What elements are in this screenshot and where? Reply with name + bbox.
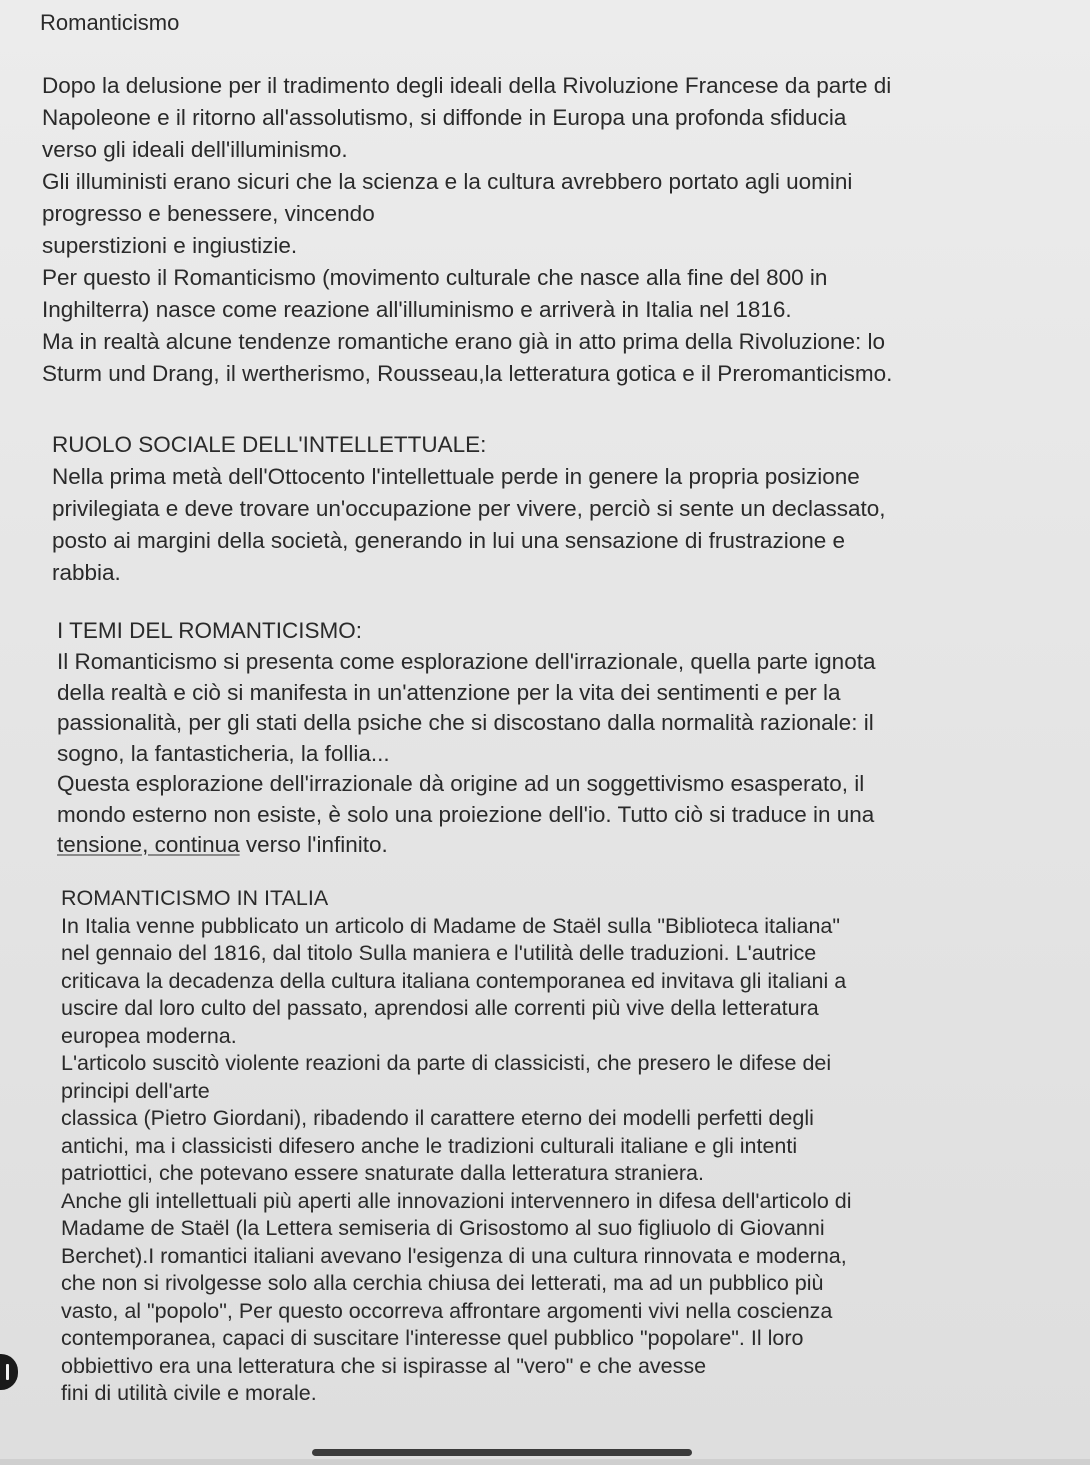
paragraph-line: Napoleone e il ritorno all'assolutismo, si diffonde in Europa una profonda sfiducia xyxy=(42,105,847,130)
paragraph-line: Il Romanticismo si presenta come esplorazione dell'irrazionale, quella parte ignota xyxy=(57,649,876,674)
paragraph-line: privilegiata e deve trovare un'occupazione per vivere, perciò si sente un declassato, xyxy=(52,496,886,521)
temi-section xyxy=(57,615,1017,861)
side-panel-handle[interactable] xyxy=(0,1354,18,1390)
paragraph-line: Nella prima metà dell'Ottocento l'intellettuale perde in genere la propria posizione xyxy=(52,464,860,489)
paragraph-line: In Italia venne pubblicato un articolo di Madame de Staël sulla "Biblioteca italiana" xyxy=(61,913,840,938)
italia-section xyxy=(61,885,1021,1408)
paragraph-line: che non si rivolgesse solo alla cerchia chiusa dei letterati, ma ad un pubblico più xyxy=(61,1271,824,1295)
paragraph-line: obbiettivo era una letteratura che si ispirasse al "vero" e che avesse xyxy=(61,1353,707,1378)
paragraph-line: Per questo il Romanticismo (movimento culturale che nasce alla fine del 800 in xyxy=(42,265,828,290)
line-remainder: verso l'infinito. xyxy=(239,832,388,857)
paragraph-line: contemporanea, capaci di suscitare l'interesse quel pubblico "popolare". Il loro xyxy=(61,1326,804,1350)
paragraph-line: uscire dal loro culto del passato, aprendosi alle correnti più vive della letteratura xyxy=(61,996,819,1020)
paragraph-line: mondo esterno non esiste, è solo una proiezione dell'io. Tutto ciò si traduce in una xyxy=(57,801,875,827)
paragraph-line: Dopo la delusione per il tradimento degli ideali della Rivoluzione Francese da parte di xyxy=(42,73,892,98)
paragraph-line: vasto, al "popolo", Per questo occorreva affrontare argomenti vivi nella coscienza xyxy=(61,1298,833,1323)
paragraph-line: Inghilterra) nasce come reazione all'illuminismo e arriverà in Italia nel 1816. xyxy=(42,297,792,322)
section-heading: RUOLO SOCIALE DELL'INTELLETTUALE: xyxy=(52,432,487,457)
paragraph-line: Anche gli intellettuali più aperti alle innovazioni intervennero in difesa dell'articolo di xyxy=(61,1188,852,1213)
home-indicator[interactable] xyxy=(312,1449,692,1456)
ruolo-section xyxy=(52,429,1012,589)
paragraph-line: fini di utilità civile e morale. xyxy=(61,1381,317,1405)
paragraph-line: rabbia. xyxy=(52,560,121,585)
paragraph-line: passionalità, per gli stati della psiche che si discostano dalla normalità razionale: il xyxy=(57,710,874,735)
paragraph-line: Questa esplorazione dell'irrazionale dà origine ad un soggettivismo esasperato, il xyxy=(57,771,865,796)
paragraph-line: posto ai margini della società, generando in lui una sensazione di frustrazione e xyxy=(52,528,845,553)
paragraph-line: superstizioni e ingiustizie. xyxy=(42,233,298,258)
paragraph-line: verso gli ideali dell'illuminismo. xyxy=(42,137,348,162)
paragraph-line: Ma in realtà alcune tendenze romantiche erano già in atto prima della Rivoluzione: lo xyxy=(42,329,885,354)
paragraph-line: antichi, ma i classicisti difesero anche le tradizioni culturali italiane e gli intenti xyxy=(61,1133,798,1158)
paragraph-line: criticava la decadenza della cultura italiana contemporanea ed invitava gli italiani a xyxy=(61,968,847,993)
document-title: Romanticismo xyxy=(40,10,180,35)
paragraph-line: classica (Pietro Giordani), ribadendo il carattere eterno dei modelli perfetti degli xyxy=(61,1106,814,1130)
screen-bottom-edge xyxy=(0,1459,1090,1465)
paragraph-line xyxy=(57,830,1017,861)
underlined-phrase: tensione, continua xyxy=(57,832,240,857)
handle-grip-icon xyxy=(6,1364,9,1380)
paragraph-line: patriottici, che potevano essere snaturate dalla letteratura straniera. xyxy=(61,1161,704,1185)
paragraph-line: progresso e benessere, vincendo xyxy=(42,201,375,226)
paragraph-line: Berchet).I romantici italiani avevano l'esigenza di una cultura rinnovata e moderna, xyxy=(61,1243,847,1268)
intro-section xyxy=(42,70,1002,390)
paragraph-line: della realtà e ciò si manifesta in un'attenzione per la vita dei sentimenti e per la xyxy=(57,679,841,705)
paragraph-line: Gli illuministi erano sicuri che la scienza e la cultura avrebbero portato agli uomini xyxy=(42,169,853,194)
section-heading: I TEMI DEL ROMANTICISMO: xyxy=(57,618,363,643)
paragraph-line: Madame de Staël (la Lettera semiseria di Grisostomo al suo figliuolo di Giovanni xyxy=(61,1216,825,1240)
paragraph-line: principi dell'arte xyxy=(61,1078,210,1103)
paragraph-line: nel gennaio del 1816, dal titolo Sulla maniera e l'utilità delle traduzioni. L'autrice xyxy=(61,941,817,965)
paragraph-line: Sturm und Drang, il wertherismo, Rousseau,la letteratura gotica e il Preromanticismo. xyxy=(42,361,893,386)
paragraph-line: europea moderna. xyxy=(61,1023,237,1048)
paragraph-line: L'articolo suscitò violente reazioni da parte di classicisti, che presero le difese dei xyxy=(61,1051,832,1075)
section-heading: ROMANTICISMO IN ITALIA xyxy=(61,886,329,910)
paragraph-line: sogno, la fantasticheria, la follia... xyxy=(57,740,390,766)
